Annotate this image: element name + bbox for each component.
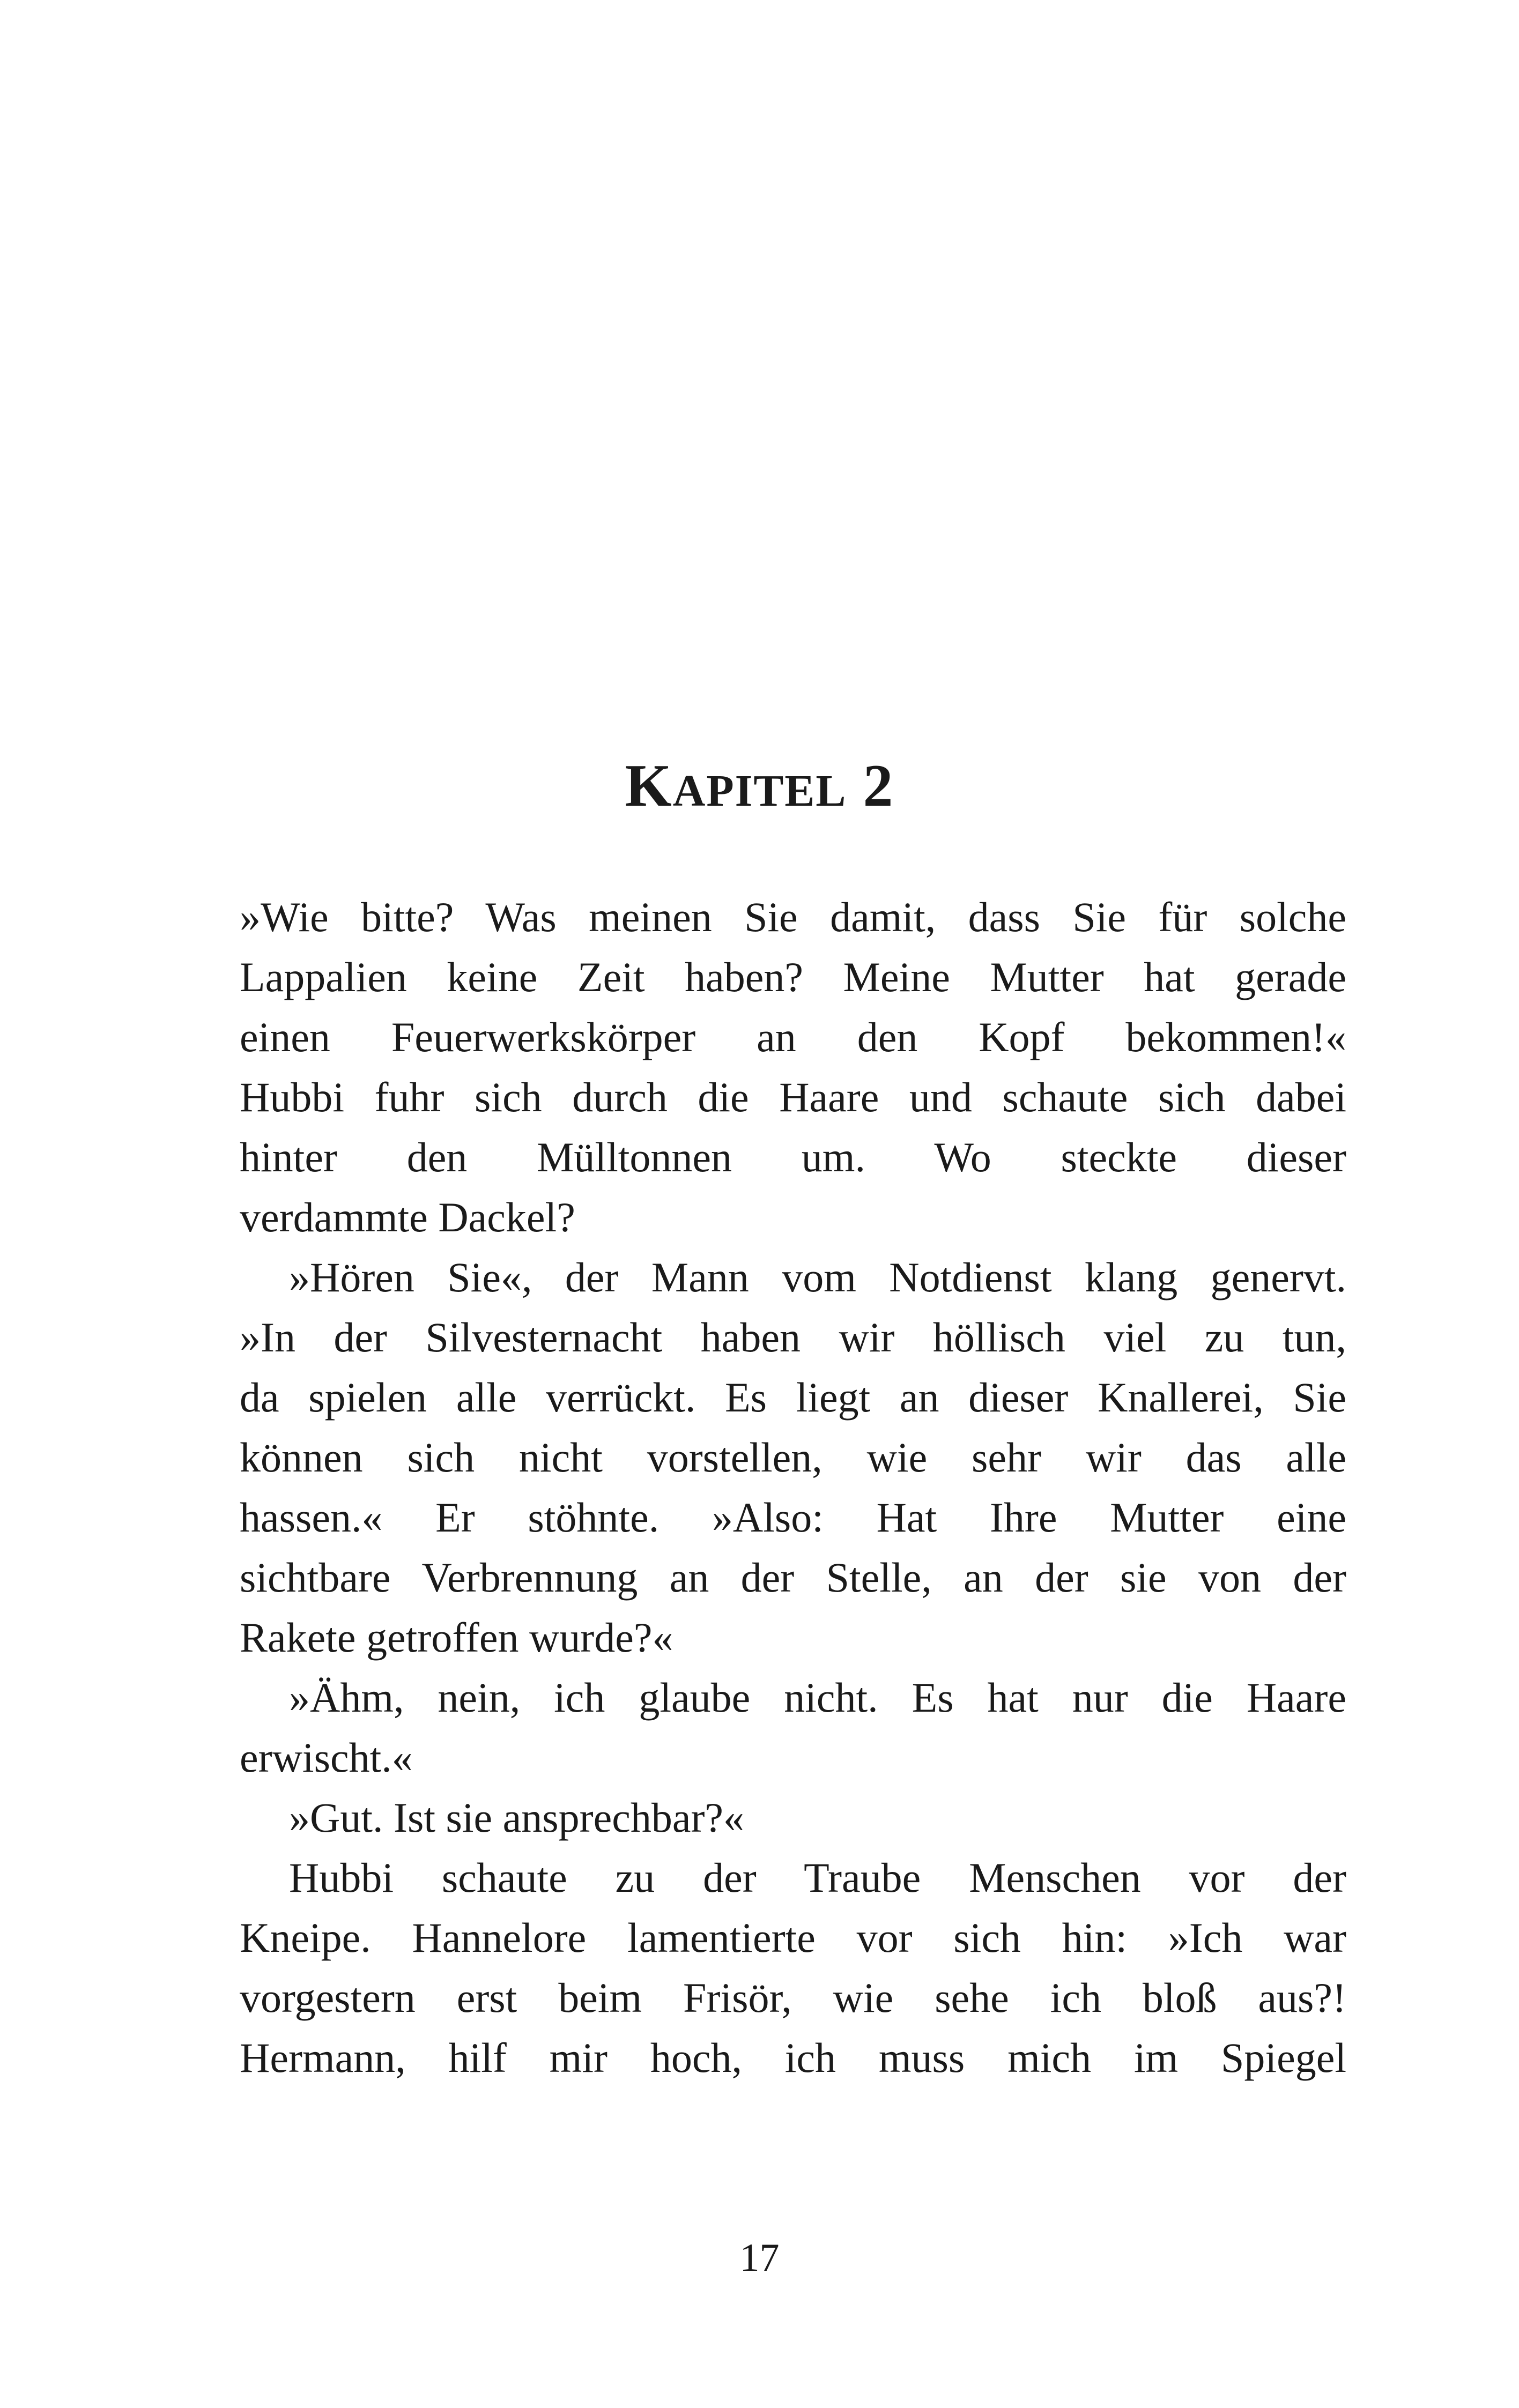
text-line: hinter den Mülltonnen um. Wo steckte dieser (240, 1134, 1346, 1180)
text-line: »Wie bitte? Was meinen Sie damit, dass Sie für solche (240, 894, 1346, 940)
text-line: Lappalien keine Zeit haben? Meine Mutter hat gerade (240, 954, 1346, 1000)
text-line: Hermann, hilf mir hoch, ich muss mich im Spiegel (240, 2034, 1346, 2081)
text-line: »In der Silvesternacht haben wir höllisch viel zu tun, (240, 1314, 1346, 1361)
text-line: können sich nicht vorstellen, wie sehr wir das alle (240, 1434, 1346, 1481)
text-line: da spielen alle verrückt. Es liegt an dieser Knallerei, Sie (240, 1374, 1346, 1421)
text-line: einen Feuerwerkskörper an den Kopf bekommen!« (240, 1014, 1346, 1060)
chapter-title (0, 753, 1519, 820)
text-line: verdammte Dackel? (240, 1194, 575, 1240)
text-line: »Hören Sie«, der Mann vom Notdienst klang genervt. (289, 1254, 1346, 1300)
body-text (240, 887, 1346, 2088)
text-line: Hubbi fuhr sich durch die Haare und schaute sich dabei (240, 1074, 1346, 1120)
text-line: Rakete getroffen wurde?« (240, 1614, 673, 1661)
text-line: sichtbare Verbrennung an der Stelle, an der sie von der (240, 1554, 1346, 1601)
chapter-title-rest: APITEL (672, 766, 847, 816)
text-line: vorgestern erst beim Frisör, wie sehe ich bloß aus?! (240, 1974, 1346, 2021)
text-line: hassen.« Er stöhnte. »Also: Hat Ihre Mutter eine (240, 1494, 1346, 1541)
text-line: »Gut. Ist sie ansprechbar?« (289, 1794, 745, 1841)
text-line: Hubbi schaute zu der Traube Menschen vor der (289, 1854, 1346, 1901)
text-line: erwischt.« (240, 1734, 413, 1781)
chapter-number: 2 (863, 753, 894, 820)
chapter-title-initial: K (625, 753, 673, 820)
text-line: »Ähm, nein, ich glaube nicht. Es hat nur die Haare (289, 1674, 1346, 1721)
page-number: 17 (739, 2236, 780, 2280)
text-line: Kneipe. Hannelore lamentierte vor sich hin: »Ich war (240, 1914, 1346, 1961)
